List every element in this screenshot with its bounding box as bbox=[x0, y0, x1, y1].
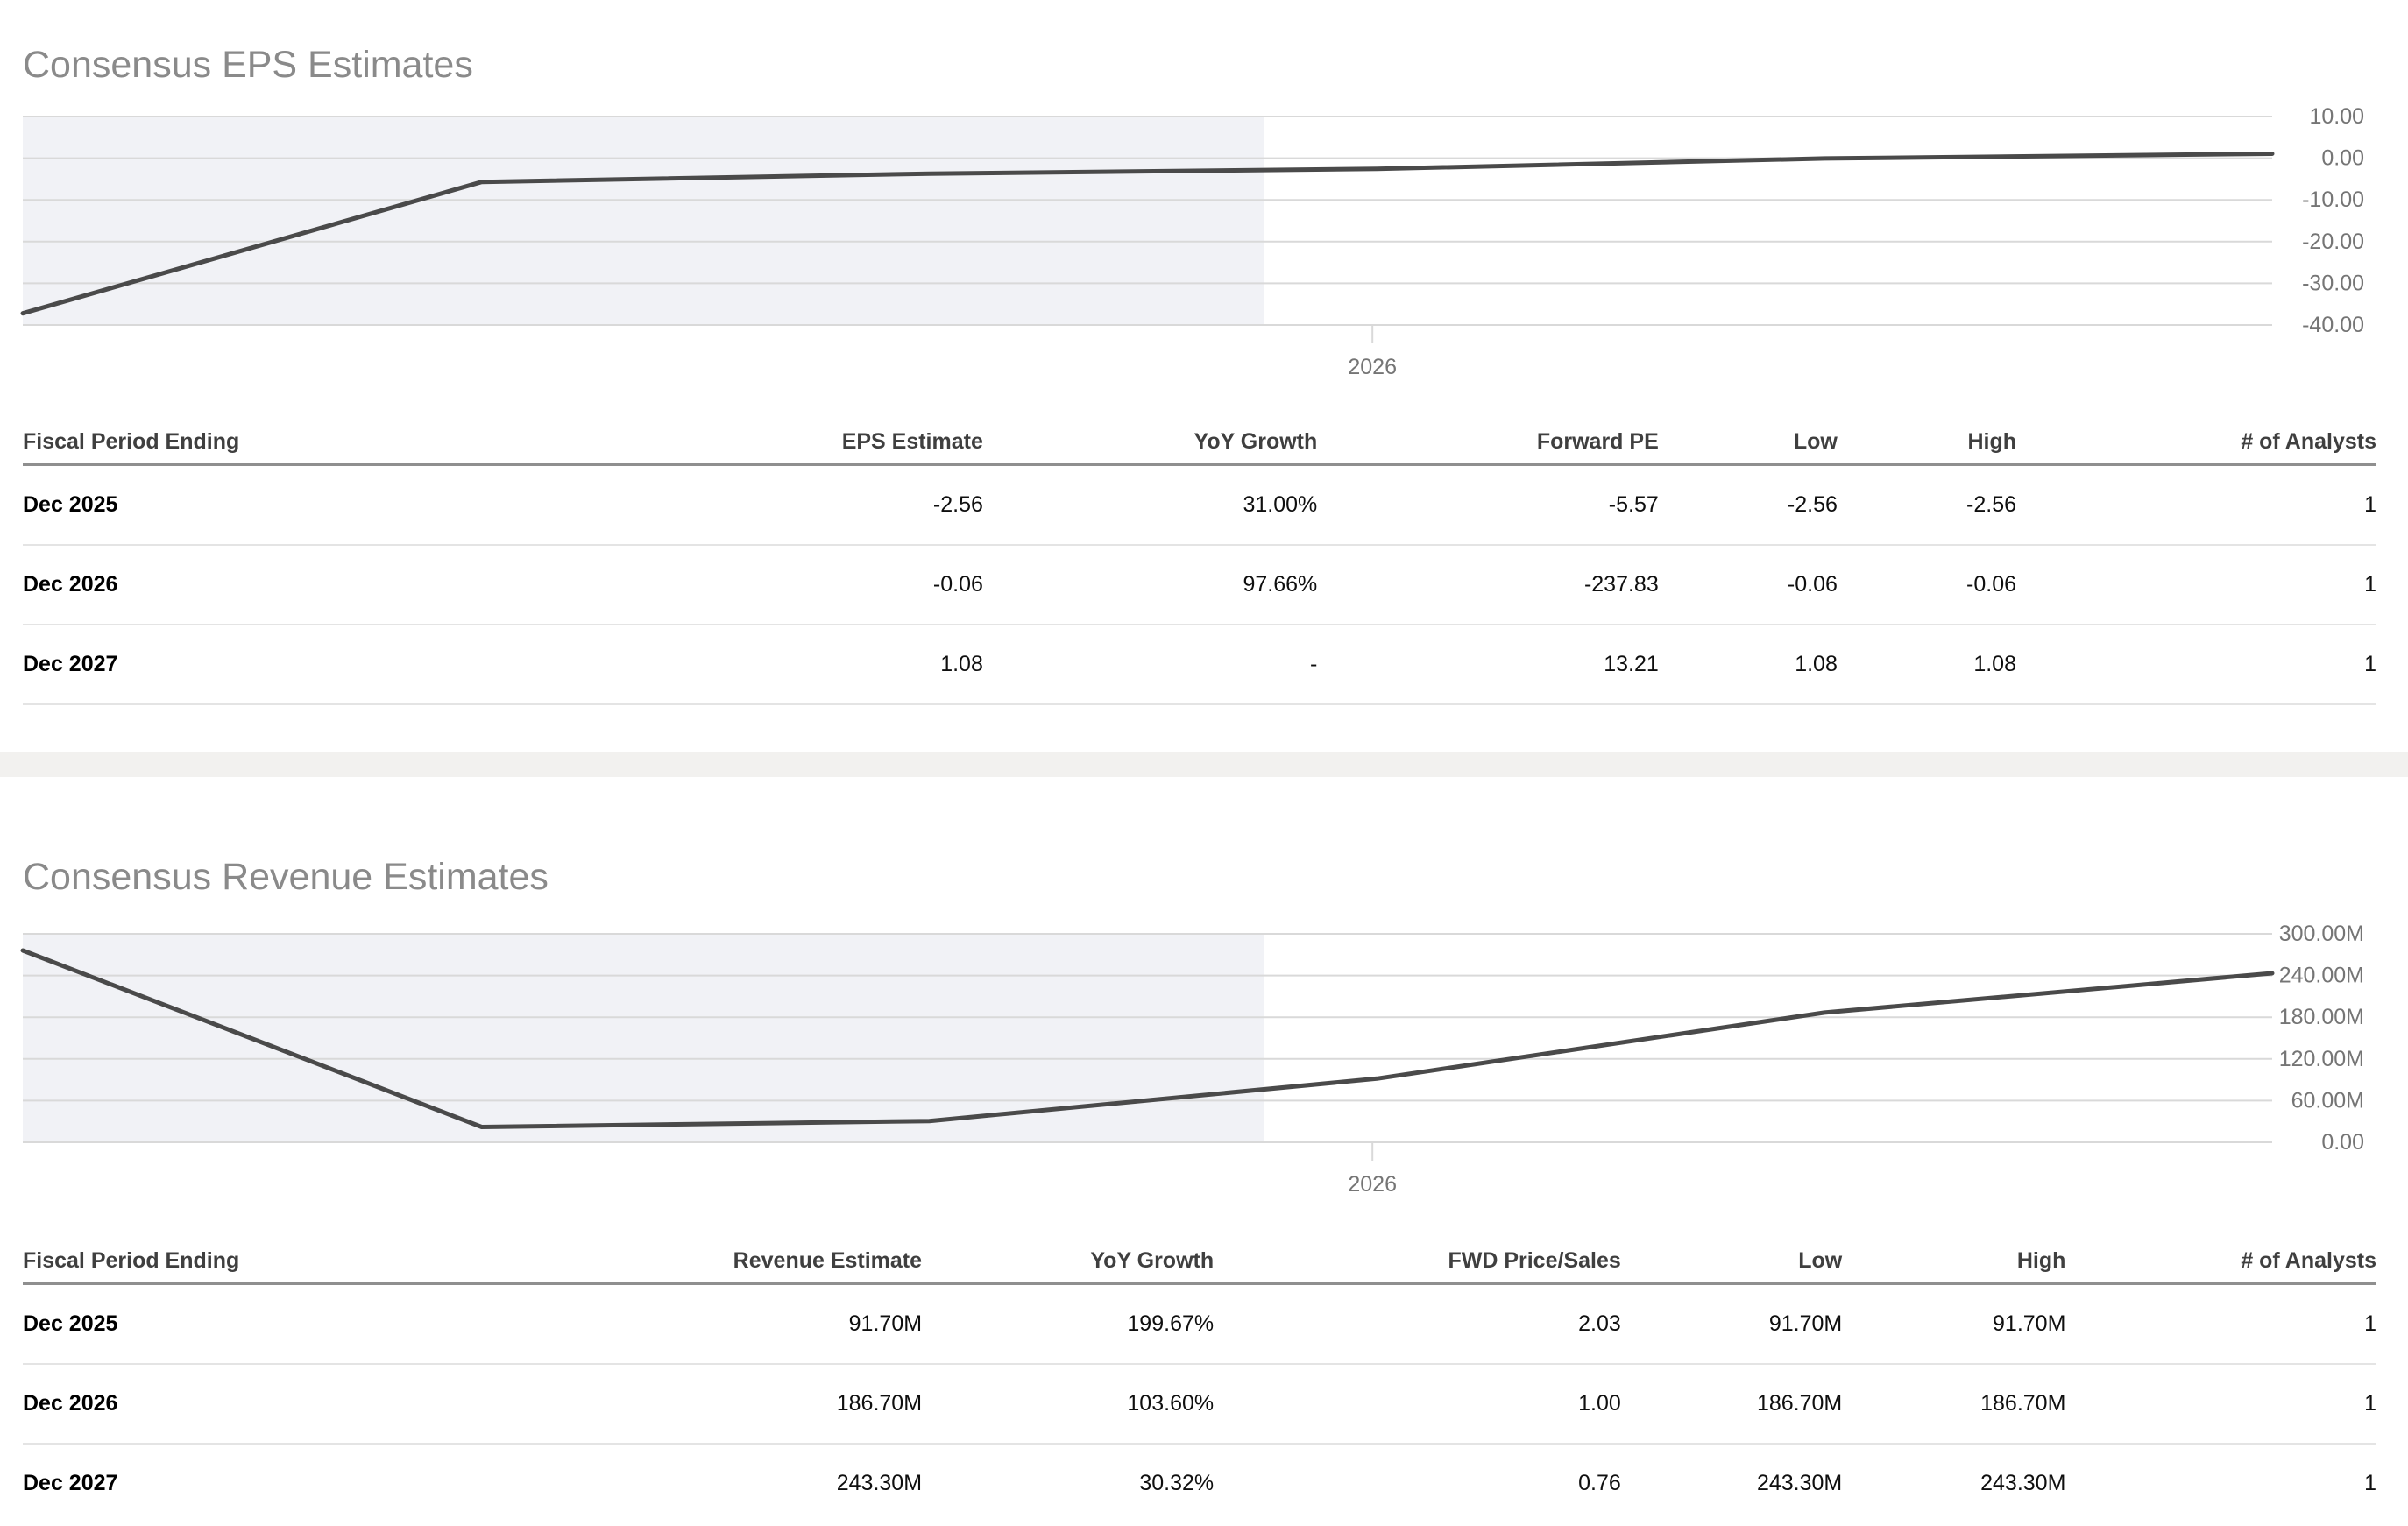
num-analysts-cell: 1 bbox=[2364, 1471, 2376, 1495]
eps-estimates-table bbox=[23, 420, 2376, 705]
y-axis-tick-label: 0.00 bbox=[2321, 145, 2364, 171]
header-yoy-growth: YoY Growth bbox=[922, 1240, 1214, 1284]
y-axis-tick-label: 60.00M bbox=[2291, 1088, 2364, 1113]
num-analysts-cell: 1 bbox=[2016, 465, 2376, 546]
y-axis-tick-label: -30.00 bbox=[2302, 271, 2364, 296]
past-shade-region bbox=[23, 934, 1264, 1142]
header-eps-estimate: EPS Estimate bbox=[682, 420, 983, 465]
yoy-growth-cell: 103.60% bbox=[922, 1364, 1214, 1444]
eps-estimates-line-chart bbox=[0, 95, 2408, 375]
header-revenue-estimate: Revenue Estimate bbox=[634, 1240, 922, 1284]
forward-pe-cell: -237.83 bbox=[1317, 545, 1658, 625]
fwd-price-sales-cell: 0.76 bbox=[1578, 1471, 1621, 1495]
table-header-row bbox=[23, 420, 2376, 465]
fiscal-period-cell: Dec 2026 bbox=[23, 1364, 634, 1444]
eps-section-title: Consensus EPS Estimates bbox=[23, 43, 473, 86]
y-axis-tick-label: -40.00 bbox=[2302, 313, 2364, 337]
y-axis-tick-label: 120.00M bbox=[2278, 1046, 2364, 1071]
y-axis-tick-label: 180.00M bbox=[2278, 1005, 2364, 1030]
header-fwd-price-sales: FWD Price/Sales bbox=[1214, 1240, 1621, 1284]
high-cell: 186.70M bbox=[1842, 1364, 2065, 1444]
eps-estimate-cell: -0.06 bbox=[682, 545, 983, 625]
fiscal-period-cell: Dec 2027 bbox=[23, 625, 682, 704]
header-high: High bbox=[1838, 420, 2016, 465]
y-axis-tick-label: 0.00 bbox=[2321, 1130, 2364, 1155]
fiscal-period-cell: Dec 2026 bbox=[23, 545, 682, 625]
num-analysts-cell: 1 bbox=[2016, 545, 2376, 625]
table-row bbox=[23, 625, 2376, 704]
section-divider bbox=[0, 752, 2408, 777]
revenue-estimates-table bbox=[23, 1240, 2376, 1522]
table-row bbox=[23, 1364, 2376, 1444]
table-row bbox=[23, 1444, 2376, 1522]
low-cell: 1.08 bbox=[1659, 625, 1838, 704]
x-axis-tick-label: 2026 bbox=[1348, 1172, 1398, 1192]
header-fiscal-period: Fiscal Period Ending bbox=[23, 1240, 634, 1284]
fiscal-period-cell: Dec 2027 bbox=[23, 1471, 118, 1495]
header-fiscal-period: Fiscal Period Ending bbox=[23, 420, 682, 465]
table-row bbox=[23, 465, 2376, 546]
fiscal-period-cell: Dec 2025 bbox=[23, 465, 682, 546]
low-cell: 91.70M bbox=[1621, 1284, 1842, 1365]
revenue-estimate-cell: 186.70M bbox=[634, 1364, 922, 1444]
table-row bbox=[23, 545, 2376, 625]
low-cell: 186.70M bbox=[1621, 1364, 1842, 1444]
yoy-growth-cell: 199.67% bbox=[922, 1284, 1214, 1365]
table-row bbox=[23, 1284, 2376, 1365]
header-yoy-growth: YoY Growth bbox=[983, 420, 1317, 465]
eps-table-header bbox=[23, 420, 2376, 465]
low-cell: 243.30M bbox=[1756, 1471, 1843, 1495]
revenue-table-header bbox=[23, 1240, 2376, 1284]
y-axis-tick-label: -10.00 bbox=[2302, 187, 2364, 213]
fiscal-period-cell: Dec 2025 bbox=[23, 1284, 634, 1365]
y-axis-tick-label: 10.00 bbox=[2309, 104, 2364, 129]
forward-pe-cell: 13.21 bbox=[1317, 625, 1658, 704]
forward-pe-cell: -5.57 bbox=[1317, 465, 1658, 546]
num-analysts-cell: 1 bbox=[2065, 1284, 2376, 1365]
header-num-analysts: # of Analysts bbox=[2016, 420, 2376, 465]
num-analysts-cell: 1 bbox=[2016, 625, 2376, 704]
revenue-estimate-cell: 243.30M bbox=[836, 1471, 923, 1495]
header-num-analysts: # of Analysts bbox=[2065, 1240, 2376, 1284]
header-low: Low bbox=[1621, 1240, 1842, 1284]
low-cell: -2.56 bbox=[1659, 465, 1838, 546]
num-analysts-cell: 1 bbox=[2065, 1364, 2376, 1444]
eps-estimate-cell: 1.08 bbox=[682, 625, 983, 704]
past-shade-region bbox=[23, 117, 1264, 325]
high-cell: -2.56 bbox=[1838, 465, 2016, 546]
high-cell: -0.06 bbox=[1838, 545, 2016, 625]
high-cell: 1.08 bbox=[1838, 625, 2016, 704]
header-low: Low bbox=[1659, 420, 1838, 465]
low-cell: -0.06 bbox=[1659, 545, 1838, 625]
yoy-growth-cell: - bbox=[983, 625, 1317, 704]
revenue-estimate-cell: 91.70M bbox=[634, 1284, 922, 1365]
high-cell: 91.70M bbox=[1842, 1284, 2065, 1365]
table-header-row bbox=[23, 1240, 2376, 1284]
eps-estimate-cell: -2.56 bbox=[682, 465, 983, 546]
fwd-price-sales-cell: 1.00 bbox=[1214, 1364, 1621, 1444]
y-axis-tick-label: 300.00M bbox=[2278, 922, 2364, 946]
y-axis-tick-label: -20.00 bbox=[2302, 229, 2364, 254]
y-axis-tick-label: 240.00M bbox=[2278, 963, 2364, 988]
fwd-price-sales-cell: 2.03 bbox=[1214, 1284, 1621, 1365]
yoy-growth-cell: 30.32% bbox=[1139, 1471, 1215, 1495]
yoy-growth-cell: 31.00% bbox=[983, 465, 1317, 546]
x-axis-tick-label: 2026 bbox=[1348, 355, 1398, 375]
yoy-growth-cell: 97.66% bbox=[983, 545, 1317, 625]
header-forward-pe: Forward PE bbox=[1317, 420, 1658, 465]
revenue-estimates-line-chart bbox=[0, 912, 2408, 1192]
high-cell: 243.30M bbox=[1980, 1471, 2066, 1495]
header-high: High bbox=[1842, 1240, 2065, 1284]
revenue-section-title: Consensus Revenue Estimates bbox=[23, 855, 549, 898]
